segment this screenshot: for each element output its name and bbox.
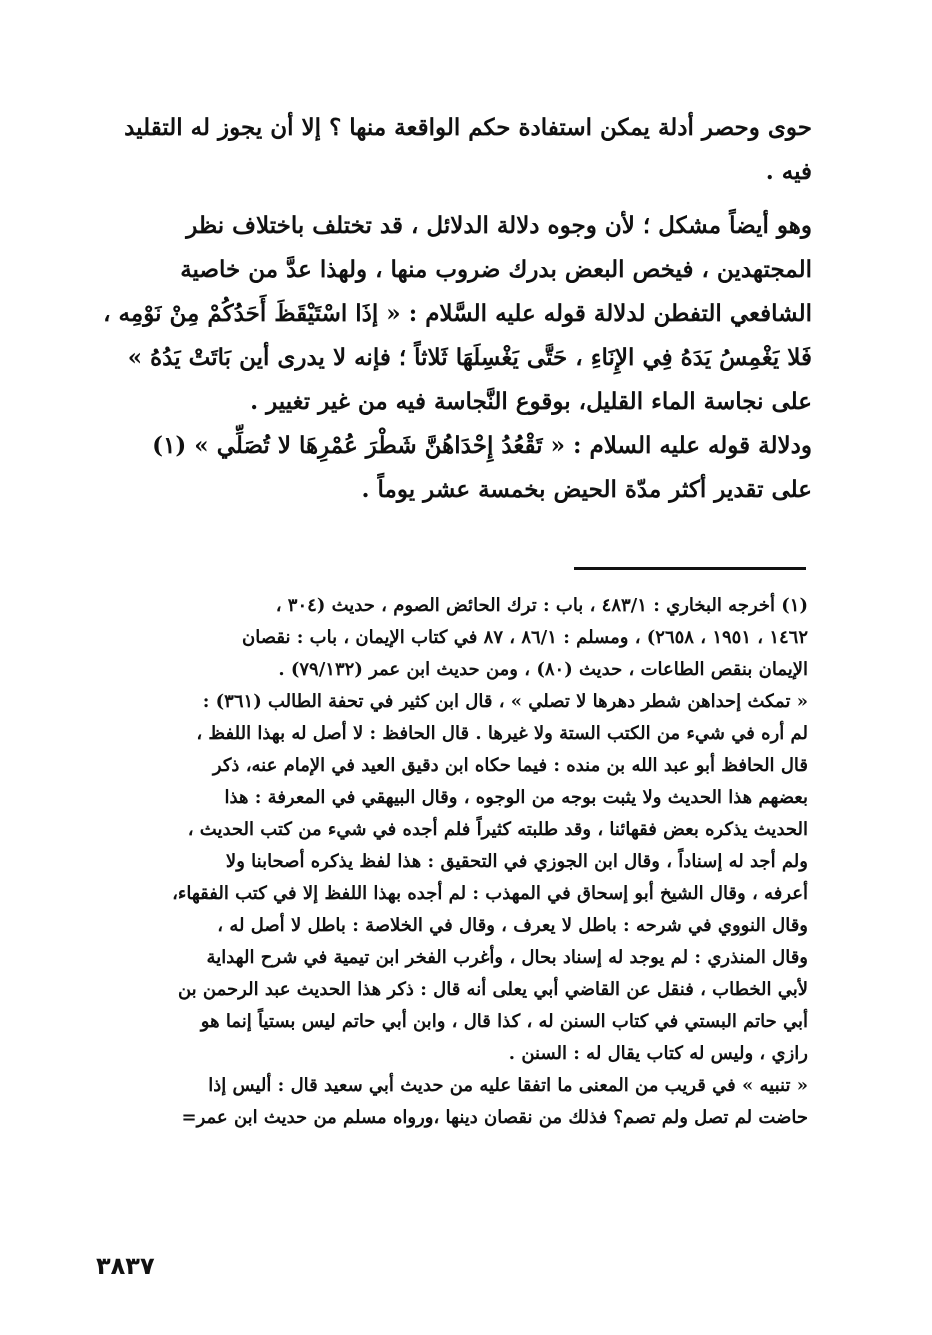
footnote-line: وقال المنذري : لم يوجد له إسناد بحال ، وأغرب الفخر ابن تيمية في شرح الهداية bbox=[206, 947, 808, 968]
footnote-line: بعضهم هذا الحديث ولا يثبت بوجه من الوجوه ، وقال البيهقي في المعرفة : هذا bbox=[224, 787, 808, 808]
footnote-line: رازي ، وليس له كتاب يقال له : السنن . bbox=[508, 1043, 808, 1064]
footnote-line: لأبي الخطاب ، فنقل عن القاضي أبي يعلى أنه قال : ذكر هذا الحديث عبد الرحمن بن bbox=[177, 979, 808, 1000]
footnote-line: لم أره في شيء من الكتب الستة ولا غيرها . قال الحافظ : لا أصل له بهذا اللفظ ، bbox=[196, 723, 808, 744]
paragraph-3 bbox=[96, 424, 812, 512]
footnote-line: الإيمان بنقص الطاعات ، حديث (٨٠) ، ومن حديث ابن عمر (٧٩/١٣٢) . bbox=[278, 659, 808, 680]
text-line: المجتهدين ، فيخص البعض بدرك ضروب منها ، ولهذا عدَّ من خاصية bbox=[180, 256, 812, 283]
main-text bbox=[96, 106, 812, 512]
text-line: حوى وحصر أدلة يمكن استفادة حكم الواقعة منها ؟ إلا أن يجوز له التقليد bbox=[124, 114, 812, 141]
paragraph-1 bbox=[96, 106, 812, 194]
text-line: وهو أيضاً مشكل ؛ لأن وجوه دلالة الدلائل ، قد تختلف باختلاف نظر bbox=[186, 212, 812, 239]
footnote-line: أعرفه ، وقال الشيخ أبو إسحاق في المهذب : لم أجده بهذا اللفظ إلا في كتب الفقهاء، bbox=[172, 883, 808, 904]
footnote-line: قال الحافظ أبو عبد الله بن منده : فيما حكاه ابن دقيق العيد في الإمام عنه، ذكر bbox=[212, 755, 808, 776]
footnote-line: ولم أجد له إسناداً ، وقال ابن الجوزي في التحقيق : هذا لفظ يذكره أصحابنا ولا bbox=[225, 851, 808, 872]
text-line: فيه . bbox=[765, 158, 812, 185]
text-line: على نجاسة الماء القليل، بوقوع النَّجاسة فيه من غير تغيير . bbox=[250, 388, 812, 415]
text-line: الشافعي التفطن لدلالة قوله عليه السَّلام : « إذَا اسْتَيْقَظَ أَحَدُكُمْ مِنْ نَوْمِه ، bbox=[103, 300, 812, 327]
footnote-line: ١٤٦٢ ، ١٩٥١ ، ٢٦٥٨) ، ومسلم : ٨٦/١ ، ٨٧ في كتاب الإيمان ، باب : نقصان bbox=[242, 627, 808, 648]
footnote-line: أبي حاتم البستي في كتاب السنن له ، كذا قال ، وابن أبي حاتم ليس بستياً إنما هو bbox=[200, 1011, 808, 1032]
footnotes bbox=[96, 590, 808, 1134]
footnote-line: (١) أخرجه البخاري : ٤٨٣/١ ، باب : ترك الحائض الصوم ، حديث (٣٠٤ ، bbox=[275, 595, 808, 616]
footnote-3 bbox=[96, 1070, 808, 1134]
text-line: ودلالة قوله عليه السلام : « تَقْعُدُ إِحْدَاهُنَّ شَطْرَ عُمْرِهَا لا تُصَلِّي » (١) bbox=[152, 432, 812, 459]
footnote-1 bbox=[96, 590, 808, 686]
footnote-divider bbox=[574, 567, 806, 570]
text-line: على تقدير أكثر مدّة الحيض بخمسة عشر يوماً . bbox=[361, 476, 812, 503]
text-line: فَلا يَغْمِسُ يَدَهُ فِي الإِنَاءِ ، حَتَّى يَغْسِلَهَا ثَلاثاً ؛ فإنه لا يدرى أين بَاتَتْ يَدُهُ » bbox=[127, 344, 812, 371]
paragraph-2 bbox=[96, 204, 812, 424]
page-number: ٣٨٣٧ bbox=[96, 1252, 155, 1280]
footnote-line: « تنبيه » في قريب من المعنى ما اتفقا عليه من حديث أبي سعيد قال : أليس إذا bbox=[208, 1075, 808, 1096]
footnote-line: حاضت لم تصل ولم تصم؟ فذلك من نقصان دينها ،ورواه مسلم من حديث ابن عمر= bbox=[181, 1107, 808, 1128]
footnote-line: الحديث يذكره بعض فقهائنا ، وقد طلبته كثيراً فلم أجده في شيء من كتب الحديث ، bbox=[187, 819, 808, 840]
footnote-2 bbox=[96, 686, 808, 1070]
footnote-line: وقال النووي في شرحه : باطل لا يعرف ، وقال في الخلاصة : باطل لا أصل له ، bbox=[217, 915, 808, 936]
footnote-line: « تمكث إحداهن شطر دهرها لا تصلي » ، قال ابن كثير في تحفة الطالب (٣٦١) : bbox=[202, 691, 808, 712]
